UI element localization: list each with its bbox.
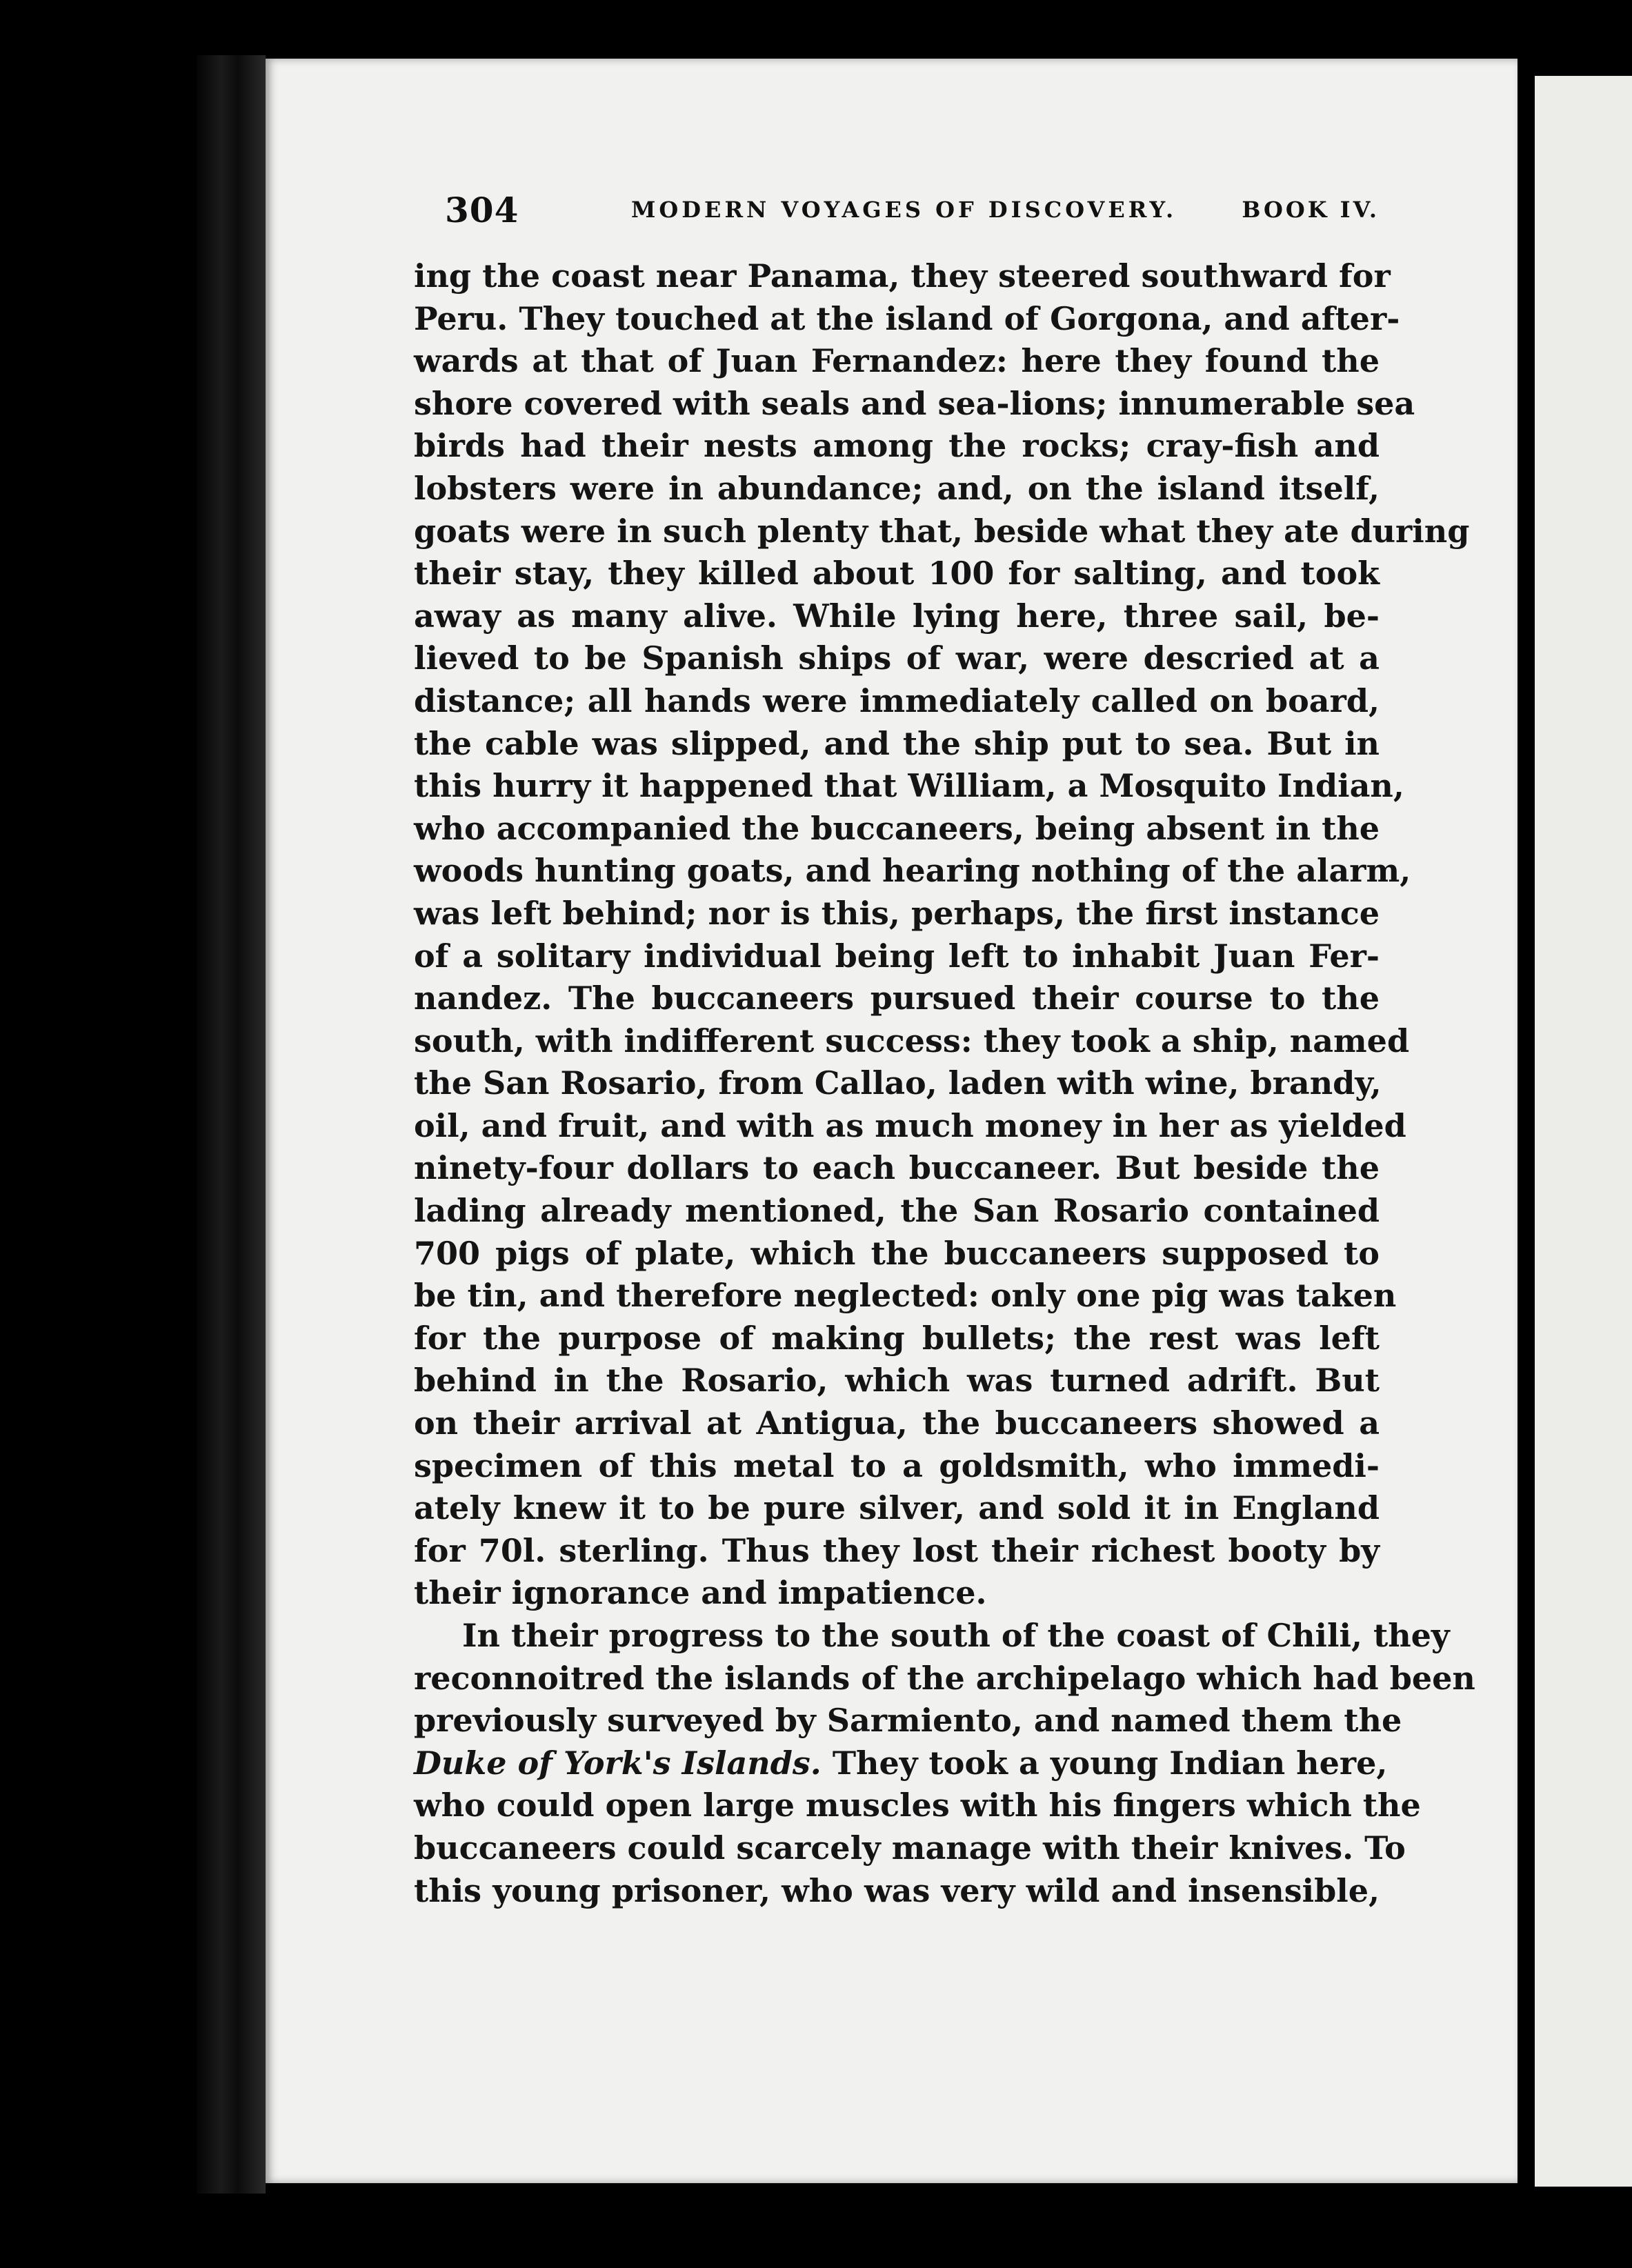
body-text	[414, 255, 1475, 1912]
text-line: reconnoitred the islands of the archipelago which had been	[414, 1659, 1475, 1697]
text-line: was left behind; nor is this, perhaps, the first instance	[414, 894, 1380, 932]
text-line: who could open large muscles with his fingers which the	[414, 1787, 1421, 1824]
book-label: BOOK IV.	[1242, 197, 1380, 223]
text-fragment: They took a young Indian here,	[821, 1744, 1388, 1782]
text-line: be tin, and therefore neglected: only one pig was taken	[414, 1277, 1397, 1315]
text-line: behind in the Rosario, which was turned adrift. But	[414, 1362, 1380, 1400]
text-line: the San Rosario, from Callao, laden with wine, brandy,	[414, 1064, 1382, 1102]
italic-place-name: Duke of York's Islands.	[414, 1744, 822, 1782]
text-line: for 70l. sterling. Thus they lost their richest booty by	[414, 1531, 1380, 1569]
text-line-with-italic	[414, 1742, 1388, 1785]
running-head	[445, 190, 1380, 238]
text-line: lieved to be Spanish ships of war, were descried at a	[414, 639, 1380, 677]
text-line: lobsters were in abundance; and, on the island itself,	[414, 469, 1380, 507]
text-line: wards at that of Juan Fernandez: here they found the	[414, 342, 1380, 380]
text-line: ately knew it to be pure silver, and sold it in England	[414, 1489, 1380, 1527]
text-line: lading already mentioned, the San Rosario contained	[414, 1192, 1380, 1230]
text-line: woods hunting goats, and hearing nothing of the alarm,	[414, 852, 1411, 890]
text-line: for the purpose of making bullets; the rest was left	[414, 1319, 1380, 1357]
text-line: their ignorance and impatience.	[414, 1574, 987, 1612]
text-line: birds had their nests among the rocks; cray-fish and	[414, 427, 1380, 465]
text-line: buccaneers could scarcely manage with their knives. To	[414, 1829, 1406, 1867]
text-line: nandez. The buccaneers pursued their course to the	[414, 979, 1380, 1017]
text-line: 700 pigs of plate, which the buccaneers supposed to	[414, 1234, 1380, 1272]
text-line: this young prisoner, who was very wild and insensible,	[414, 1871, 1380, 1909]
text-line: on their arrival at Antigua, the buccaneers showed a	[414, 1404, 1380, 1442]
text-line: south, with indifferent success: they took a ship, named	[414, 1022, 1410, 1060]
text-line: goats were in such plenty that, beside what they ate during	[414, 512, 1470, 550]
text-line: shore covered with seals and sea-lions; innumerable sea	[414, 384, 1415, 422]
page-number: 304	[445, 190, 519, 230]
text-line: their stay, they killed about 100 for salting, and took	[414, 555, 1380, 593]
text-line: oil, and fruit, and with as much money in her as yielded	[414, 1106, 1406, 1144]
running-title: MODERN VOYAGES OF DISCOVERY.	[631, 197, 1177, 223]
text-line: ing the coast near Panama, they steered southward for	[414, 257, 1391, 295]
text-line: away as many alive. While lying here, three sail, be-	[414, 597, 1380, 635]
facing-page-edge	[1535, 76, 1632, 2187]
text-line: Peru. They touched at the island of Gorgona, and after-	[414, 299, 1400, 337]
text-line: specimen of this metal to a goldsmith, who immedi-	[414, 1446, 1380, 1484]
text-line: previously surveyed by Sarmiento, and named them the	[414, 1702, 1402, 1740]
text-line: of a solitary individual being left to inhabit Juan Fer-	[414, 937, 1380, 975]
text-line: the cable was slipped, and the ship put to sea. But in	[414, 724, 1380, 762]
paragraph-2	[414, 1615, 1475, 1912]
paragraph-1	[414, 255, 1470, 1615]
text-line: ninety-four dollars to each buccaneer. But beside the	[414, 1149, 1380, 1187]
text-line: who accompanied the buccaneers, being absent in the	[414, 809, 1380, 847]
text-line: In their progress to the south of the coast of Chili, they	[462, 1617, 1450, 1654]
book-gutter	[197, 55, 266, 2194]
text-line: this hurry it happened that William, a Mosquito Indian,	[414, 767, 1404, 805]
text-line: distance; all hands were immediately called on board,	[414, 682, 1380, 719]
